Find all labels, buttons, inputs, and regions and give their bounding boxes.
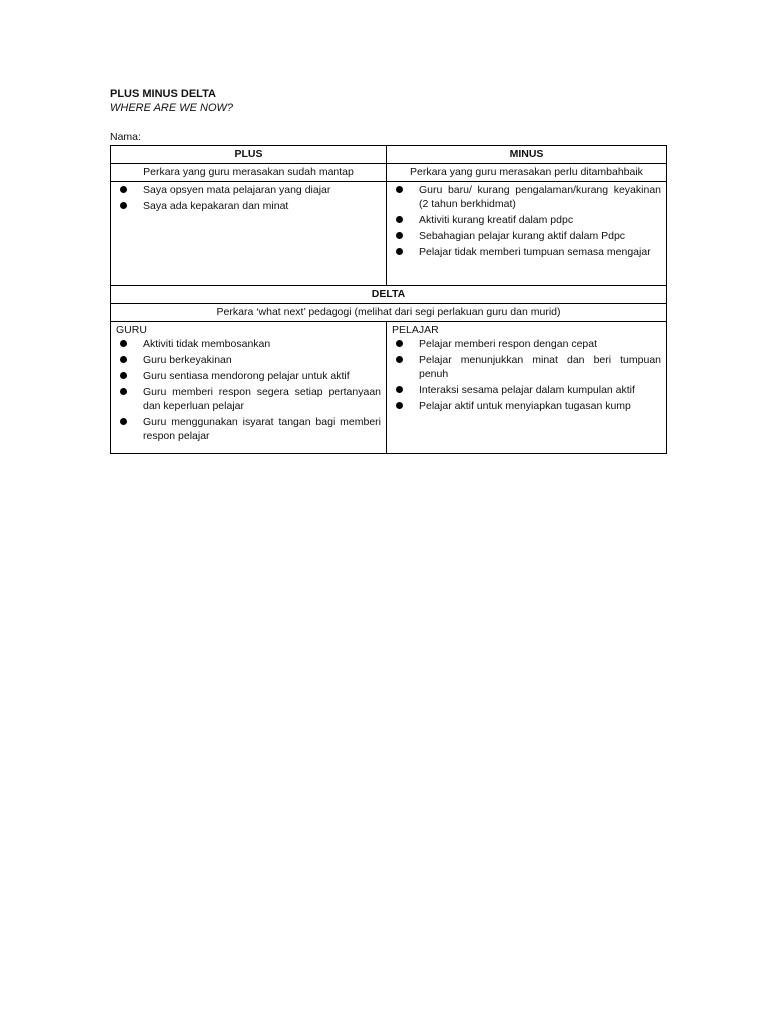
list-item <box>392 337 661 351</box>
bullet-icon <box>396 386 403 393</box>
bullet-icon <box>120 418 127 425</box>
list-item <box>392 353 661 381</box>
minus-item-text: Aktiviti kurang kreatif dalam pdpc <box>419 214 574 226</box>
list-item <box>116 353 381 367</box>
name-label: Nama: <box>110 131 141 143</box>
bullet-icon <box>120 340 127 347</box>
plus-item-text: Saya ada kepakaran dan minat <box>143 200 289 212</box>
list-item <box>116 415 381 443</box>
document-title: PLUS MINUS DELTA <box>110 88 216 100</box>
list-item <box>116 199 381 213</box>
guru-item-text: Guru sentiasa mendorong pelajar untuk aktif <box>143 370 350 382</box>
delta-description-row <box>111 304 667 322</box>
guru-label: GURU <box>116 324 147 336</box>
guru-item-text: Guru berkeyakinan <box>143 354 232 366</box>
bullet-icon <box>396 356 403 363</box>
list-item <box>392 245 661 259</box>
guru-item-text: Guru memberi respon segera setiap pertanyaan dan keperluan pelajar <box>143 386 381 412</box>
list-item <box>392 183 661 211</box>
pelajar-item-text: Pelajar aktif untuk menyiapkan tugasan kump <box>419 400 631 412</box>
pelajar-cell <box>387 322 667 454</box>
bullet-icon <box>120 202 127 209</box>
minus-item-text: Sebahagian pelajar kurang aktif dalam Pdpc <box>419 230 626 242</box>
guru-item-text: Guru menggunakan isyarat tangan bagi memberi respon pelajar <box>143 416 381 442</box>
guru-list <box>116 337 381 443</box>
plus-minus-delta-table <box>110 145 667 454</box>
bullet-icon <box>396 402 403 409</box>
minus-list <box>392 183 661 259</box>
bullet-icon <box>120 356 127 363</box>
bullet-icon <box>120 186 127 193</box>
minus-item-text: Pelajar tidak memberi tumpuan semasa mengajar <box>419 246 651 258</box>
pelajar-list <box>392 337 661 413</box>
plus-description: Perkara yang guru merasakan sudah mantap <box>111 164 387 182</box>
minus-heading: MINUS <box>387 146 667 164</box>
bullet-icon <box>396 216 403 223</box>
list-item <box>116 337 381 351</box>
guru-item-text: Aktiviti tidak membosankan <box>143 338 271 350</box>
plus-minus-header-row <box>111 146 667 164</box>
bullet-icon <box>396 186 403 193</box>
pelajar-label: PELAJAR <box>392 324 439 336</box>
list-item <box>392 399 661 413</box>
delta-header-row <box>111 286 667 304</box>
minus-item-text: Guru baru/ kurang pengalaman/kurang keyakinan (2 tahun berkhidmat) <box>419 184 661 210</box>
list-item <box>392 213 661 227</box>
list-item <box>116 183 381 197</box>
document <box>110 88 666 454</box>
plus-list <box>116 183 381 213</box>
list-item <box>392 229 661 243</box>
bullet-icon <box>120 372 127 379</box>
plus-item-text: Saya opsyen mata pelajaran yang diajar <box>143 184 331 196</box>
plus-heading: PLUS <box>111 146 387 164</box>
pelajar-item-text: Pelajar memberi respon dengan cepat <box>419 338 598 350</box>
list-item <box>392 383 661 397</box>
delta-description: Perkara ‘what next’ pedagogi (melihat dari segi perlakuan guru dan murid) <box>111 304 667 322</box>
plus-minus-body-row <box>111 182 667 286</box>
list-item <box>116 385 381 413</box>
bullet-icon <box>396 340 403 347</box>
pelajar-item-text: Pelajar menunjukkan minat dan beri tumpuan penuh <box>419 354 661 380</box>
bullet-icon <box>396 248 403 255</box>
minus-description: Perkara yang guru merasakan perlu ditambahbaik <box>387 164 667 182</box>
list-item <box>116 369 381 383</box>
minus-cell <box>387 182 667 286</box>
delta-body-row <box>111 322 667 454</box>
plus-minus-description-row <box>111 164 667 182</box>
document-subtitle: WHERE ARE WE NOW? <box>110 102 234 114</box>
delta-heading: DELTA <box>111 286 667 304</box>
pelajar-item-text: Interaksi sesama pelajar dalam kumpulan aktif <box>419 384 635 396</box>
plus-cell <box>111 182 387 286</box>
bullet-icon <box>120 388 127 395</box>
guru-cell <box>111 322 387 454</box>
bullet-icon <box>396 232 403 239</box>
